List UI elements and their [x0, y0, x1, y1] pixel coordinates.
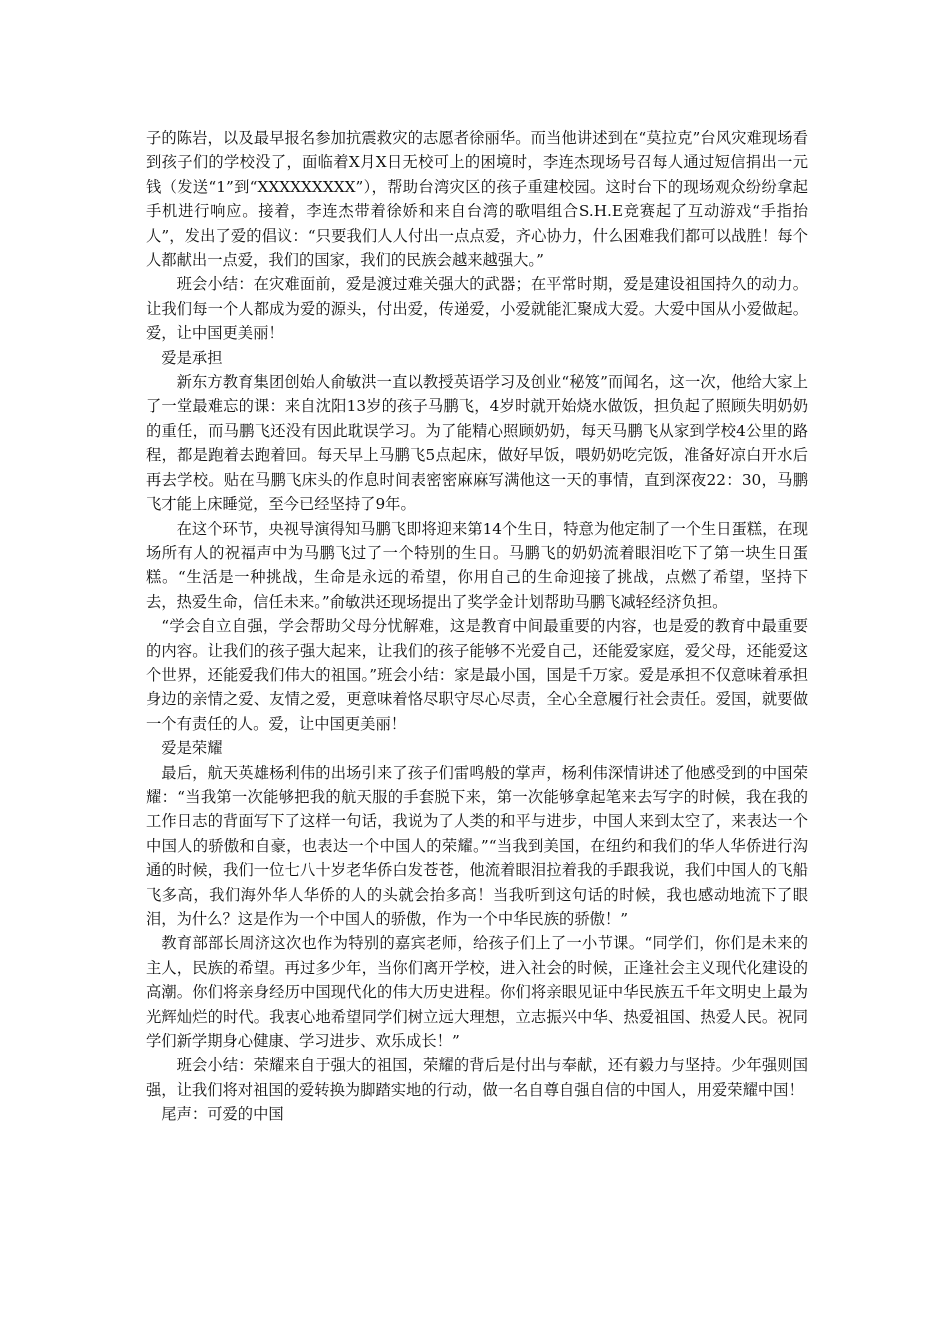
section-heading-glory: 爱是荣耀: [161, 739, 223, 758]
section-heading-epilogue: 尾声：可爱的中国: [161, 1105, 284, 1124]
section-heading-responsibility: 爱是承担: [161, 348, 223, 367]
paragraph-yang-liwei: 最后，航天英雄杨利伟的出场引来了孩子们雷鸣般的掌声，杨利伟深情讲述了他感受到的中国荣耀：“当我第一次能够把我的航天服的手套脱下来，第一次能够拿起笔来去写字的时候，我在我的工作日志的背面写下了这样一句话，我说为了人类的和平与进步，中国人来到太空了，来表达一个中国人的骄傲和自豪，也表达一个中国人的荣耀。”“当我到美国，在纽约和我们的华人华侨进行沟通的时候，我们一位七八十岁老华侨白发苍苍，他流着眼泪拉着我的手跟我说，我们中国人的飞船飞多高，我们海外华人华侨的人的头就会抬多高！当我听到这句话的时候，我也感动地流下了眼泪，为什么？这是作为一个中国人的骄傲，作为一个中华民族的骄傲！”: [146, 763, 808, 928]
document-body: [146, 126, 808, 1127]
paragraph-summary-1: 班会小结：在灾难面前，爱是渡过难关强大的武器；在平常时期，爱是建设祖国持久的动力。让我们每一个人都成为爱的源头，付出爱，传递爱，小爱就能汇聚成大爱。大爱中国从小爱做起。爱，让中国更美丽！: [146, 275, 808, 343]
paragraph-summary-2: “学会自立自强，学会帮助父母分忧解难，这是教育中间最重要的内容，也是爱的教育中最重要的内容。让我们的孩子强大起来，让我们的孩子能够不光爱自己，还能爱家庭，爱父母，还能爱这个世界，还能爱我们伟大的祖国。”班会小结：家是最小国，国是千万家。爱是承担不仅意味着承担身边的亲情之爱、友情之爱，更意味着恪尽职守尽心尽责，全心全意履行社会责任。爱国，就要做一个有责任的人。爱，让中国更美丽！: [146, 617, 808, 733]
paragraph-intro: 子的陈岩，以及最早报名参加抗震救灾的志愿者徐丽华。而当他讲述到在“莫拉克”台风灾难现场看到孩子们的学校没了，面临着X月X日无校可上的困境时，李连杰现场号召每人通过短信捐出一元钱（发送“1”到“XXXXXXXXX”），帮助台湾灾区的孩子重建校园。这时台下的现场观众纷纷拿起手机进行响应。接着，李连杰带着徐娇和来自台湾的歌唱组合S.H.E竞赛起了互动游戏“手指抬人”，发出了爱的倡议：“只要我们人人付出一点点爱，齐心协力，什么困难我们都可以战胜！每个人都献出一点爱，我们的国家，我们的民族会越来越强大。”: [146, 129, 808, 270]
paragraph-zhou-ji: 教育部部长周济这次也作为特别的嘉宾老师，给孩子们上了一小节课。“同学们，你们是未来的主人，民族的希望。再过多少年，当你们离开学校，进入社会的时候，正逢社会主义现代化建设的高潮。你们将亲身经历中国现代化的伟大历史进程。你们将亲眼见证中华民族五千年文明史上最为光辉灿烂的时代。我衷心地希望同学们树立远大理想，立志振兴中华、热爱祖国、热爱人民。祝同学们新学期身心健康、学习进步、欢乐成长！”: [146, 934, 808, 1051]
paragraph-summary-3: 班会小结：荣耀来自于强大的祖国，荣耀的背后是付出与奉献，还有毅力与坚持。少年强则国强，让我们将对祖国的爱转换为脚踏实地的行动，做一名自尊自强自信的中国人，用爱荣耀中国！: [146, 1056, 808, 1099]
paragraph-birthday: 在这个环节，央视导演得知马鹏飞即将迎来第14个生日，特意为他定制了一个生日蛋糕，在现场所有人的祝福声中为马鹏飞过了一个特别的生日。马鹏飞的奶奶流着眼泪吃下了第一块生日蛋糕。“生活是一种挑战，生命是永远的希望，你用自己的生命迎接了挑战，点燃了希望，坚持下去，热爱生命，信任未来。”俞敏洪还现场提出了奖学金计划帮助马鹏飞减轻经济负担。: [146, 519, 808, 611]
paragraph-ma-pengfei: 新东方教育集团创始人俞敏洪一直以教授英语学习及创业“秘笈”而闻名，这一次，他给大家上了一堂最难忘的课：来自沈阳13岁的孩子马鹏飞，4岁时就开始烧水做饭，担负起了照顾失明奶奶的重任，而马鹏飞还没有因此耽误学习。为了能精心照顾奶奶，每天马鹏飞从家到学校4公里的路程，都是跑着去跑着回。每天早上马鹏飞5点起床，做好早饭，喂奶奶吃完饭，准备好凉白开水后再去学校。贴在马鹏飞床头的作息时间表密密麻麻写满他这一天的事情，直到深夜22：30，马鹏飞才能上床睡觉，至今已经坚持了9年。: [146, 373, 808, 514]
